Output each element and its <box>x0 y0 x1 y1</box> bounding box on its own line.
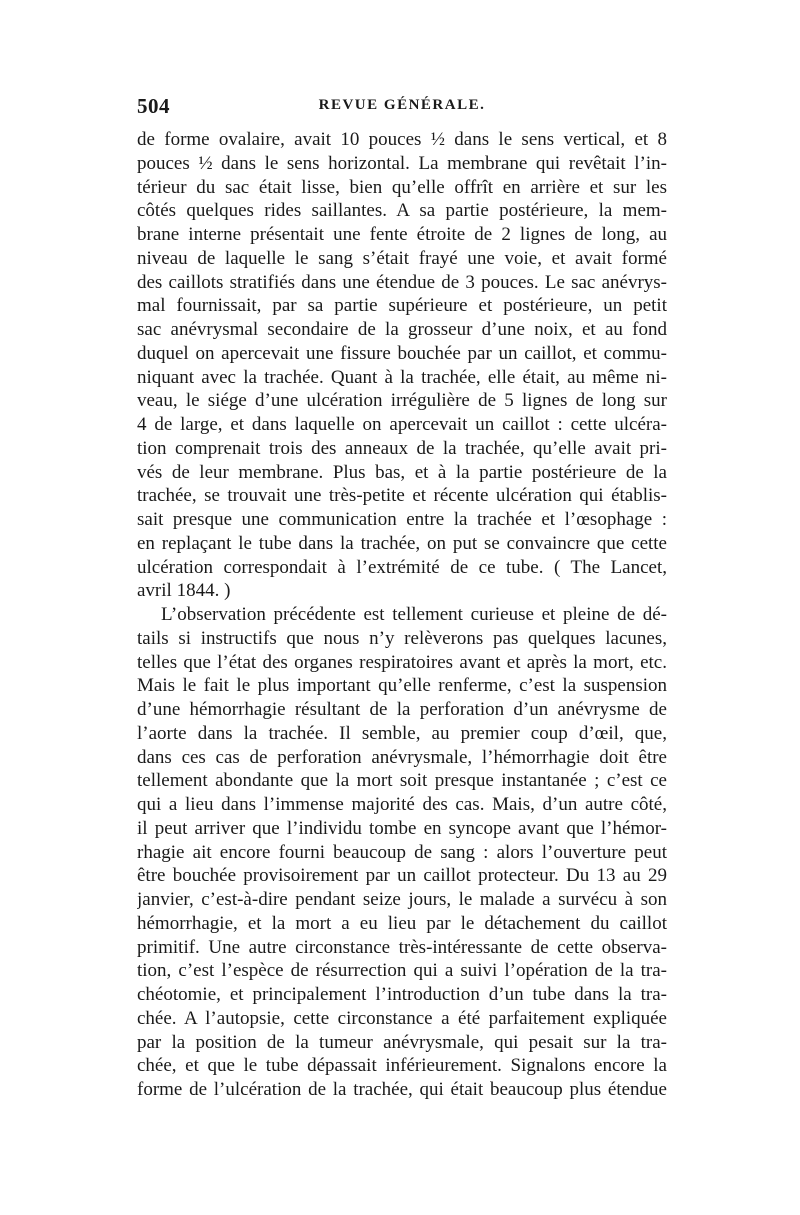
text-line: sait presque une communication entre la trachée et l’œsophage : <box>137 509 667 530</box>
text-line: côtés quelques rides saillantes. A sa partie postérieure, la mem- <box>137 200 667 222</box>
text-line: niquant avec la trachée. Quant à la trachée, elle était, au même ni- <box>137 366 667 388</box>
text-line: des caillots stratifiés dans une étendue de 3 pouces. Le sac anévrys- <box>137 271 667 293</box>
text-line: l’aorte dans la trachée. Il semble, au premier coup d’œil, que, <box>137 722 667 744</box>
text-line: telles que l’état des organes respiratoires avant et après la mort, etc. <box>137 651 667 673</box>
text-line: rhagie ait encore fourni beaucoup de sang : alors l’ouverture peut <box>137 841 667 863</box>
text-line: trachée, se trouvait une très-petite et récente ulcération qui établis- <box>137 485 667 507</box>
running-head: REVUE GÉNÉRALE. <box>318 97 486 113</box>
text-line: chée, et que le tube dépassait inférieurement. Signalons encore la <box>137 1055 667 1077</box>
text-line: pouces ½ dans le sens horizontal. La membrane qui revêtait l’in- <box>137 152 667 174</box>
text-line: tails si instructifs que nous n’y relèverons pas quelques lacunes, <box>137 627 667 649</box>
text-line: d’une hémorrhagie résultant de la perforation d’un anévrysme de <box>137 699 667 720</box>
text-line: de forme ovalaire, avait 10 pouces ½ dans le sens vertical, et 8 <box>137 129 667 150</box>
text-line: mal fournissait, par sa partie supérieure et postérieure, un petit <box>137 295 667 317</box>
page-number: 504 <box>137 94 170 118</box>
text-line: janvier, c’est-à-dire pendant seize jours, le malade a survécu à son <box>137 889 667 910</box>
text-line: vés de leur membrane. Plus bas, et à la partie postérieure de la <box>137 461 667 483</box>
text-line: être bouchée provisoirement par un caillot protecteur. Du 13 au 29 <box>137 865 667 887</box>
text-line: sac anévrysmal secondaire de la grosseur d’une noix, et au fond <box>137 319 667 340</box>
text-line: brane interne présentait une fente étroite de 2 lignes de long, au <box>137 224 667 245</box>
text-line: dans ces cas de perforation anévrysmale, l’hémorrhagie doit être <box>137 746 667 768</box>
text-line: duquel on apercevait une fissure bouchée par un caillot, et commu- <box>137 342 667 364</box>
text-line: tellement abondante que la mort soit presque instantanée ; c’est ce <box>137 770 667 792</box>
text-line: chée. A l’autopsie, cette circonstance a été parfaitement expliquée <box>137 1007 667 1029</box>
text-line: par la position de la tumeur anévrysmale, qui pesait sur la tra- <box>137 1031 667 1053</box>
text-line: 4 de large, et dans laquelle on apercevait un caillot : cette ulcéra- <box>137 414 667 435</box>
text-line: niveau de laquelle le sang s’était frayé une voie, et avait formé <box>137 247 667 269</box>
text-line: forme de l’ulcération de la trachée, qui était beaucoup plus étendue <box>137 1079 667 1100</box>
text-line: tion, c’est l’espèce de résurrection qui a suivi l’opération de la tra- <box>137 960 667 982</box>
text-line: Mais le fait le plus important qu’elle renferme, c’est la suspension <box>137 675 667 697</box>
text-line: qui a lieu dans l’immense majorité des cas. Mais, d’un autre côté, <box>137 794 667 815</box>
text-line: en replaçant le tube dans la trachée, on put se convaincre que cette <box>137 532 667 554</box>
text-line: il peut arriver que l’individu tombe en syncope avant que l’hémor- <box>137 817 667 839</box>
paragraph-first-line: L’observation précédente est tellement curieuse et pleine de dé- <box>161 604 667 625</box>
text-line: tion comprenait trois des anneaux de la trachée, qu’elle avait pri- <box>137 437 667 459</box>
text-line: hémorrhagie, et la mort a eu lieu par le détachement du caillot <box>137 912 667 934</box>
text-line: veau, le siége d’une ulcération irrégulière de 5 lignes de long sur <box>137 390 667 412</box>
text-line: primitif. Une autre circonstance très-intéressante de cette observa- <box>137 936 667 958</box>
page-header <box>137 94 667 120</box>
text-line: ulcération correspondait à l’extrémité de ce tube. ( The Lancet, <box>137 556 667 578</box>
body-text <box>137 128 667 1102</box>
paragraph-last-line: avril 1844. ) <box>137 580 231 602</box>
text-line: chéotomie, et principalement l’introduction d’un tube dans la tra- <box>137 984 667 1005</box>
text-line: térieur du sac était lisse, bien qu’elle offrît en arrière et sur les <box>137 176 667 198</box>
